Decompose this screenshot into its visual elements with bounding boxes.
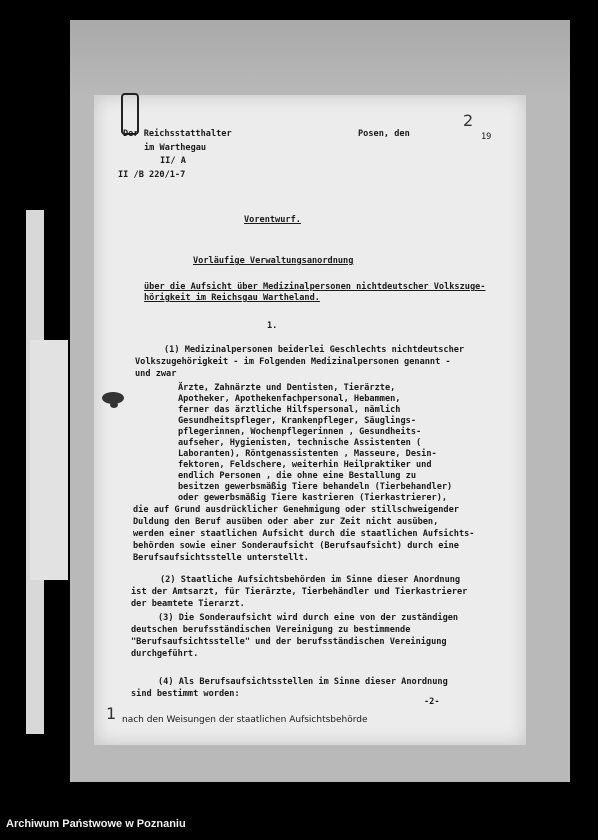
list-item: pflegerinnen, Wochenpflegerinnen , Gesundheits- [178, 427, 422, 437]
paragraph-line: der beamtete Tierarzt. [131, 599, 245, 609]
paragraph-line: werden einer staatlichen Aufsicht durch die staatlichen Aufsichts- [133, 529, 475, 539]
paragraph-line: Duldung den Beruf ausüben oder aber zur Zeit nicht ausüben, [133, 517, 439, 527]
paragraph-line: und zwar [135, 369, 177, 379]
list-item: ferner das ärztliche Hilfspersonal, nämlich [178, 405, 401, 415]
paragraph-line: (3) Die Sonderaufsicht wird durch eine von der zuständigen [158, 613, 459, 623]
list-item: Gesundheitspfleger, Krankenpfleger, Säuglings- [178, 416, 416, 426]
document-subject-line-2: hörigkeit im Reichsgau Wartheland. [144, 293, 320, 303]
document-subtitle: Vorläufige Verwaltungsanordnung [193, 256, 354, 266]
list-item: oder gewerbsmäßig Tiere kastrieren (Tierkastrierer), [178, 493, 448, 503]
document-title: Vorentwurf. [244, 215, 301, 225]
paragraph-line: (2) Staatliche Aufsichtsbehörden im Sinne dieser Anordnung [160, 575, 461, 585]
side-strip-fold [30, 340, 68, 580]
header-department: II/ A [160, 156, 186, 166]
archive-credit: Archiwum Państwowe w Poznaniu [6, 818, 186, 830]
paragraph-line: Volkszugehörigkeit - im Folgenden Medizinalpersonen genannt - [135, 357, 451, 367]
list-item: fektoren, Feldschere, weiterhin Heilpraktiker und [178, 460, 432, 470]
paragraph-line: Berufsaufsichtsstelle unterstellt. [133, 553, 309, 563]
header-reference: II /B 220/1-7 [118, 170, 186, 180]
paragraph-line: "Berufsaufsichtsstelle" und der berufsständischen Vereinigung [131, 637, 447, 647]
list-item: Apotheker, Apothekenfachpersonal, Hebammen, [178, 394, 401, 404]
paragraph-line: (4) Als Berufsaufsichtsstellen im Sinne dieser Anordnung [158, 677, 448, 687]
list-item: endlich Personen , die ohne eine Bestallung zu [178, 471, 416, 481]
list-item: Ärzte, Zahnärzte und Dentisten, Tierärzte, [178, 383, 396, 393]
document-subject-line-1: über die Aufsicht über Medizinalpersonen nichtdeutscher Volkszuge- [144, 282, 486, 292]
paragraph-line: durchgeführt. [131, 649, 199, 659]
ink-blot [110, 402, 118, 408]
header-year: 19 [481, 132, 492, 142]
list-item: besitzen gewerbsmäßig Tiere behandeln (Tierbehandler) [178, 482, 453, 492]
header-region: im Warthegau [144, 143, 207, 153]
paragraph-line: (1) Medizinalpersonen beiderlei Geschlechts nichtdeutscher [164, 345, 465, 355]
section-number: 1. [267, 321, 278, 331]
paragraph-line: sind bestimmt worden: [131, 689, 240, 699]
paragraph-line: die auf Grund ausdrücklicher Genehmigung oder stillschweigender [133, 505, 459, 515]
next-page-marker: -2- [424, 697, 440, 707]
paragraph-line: behörden sowie einer Sonderaufsicht (Berufsaufsicht) durch eine [133, 541, 459, 551]
handwritten-number: 1 [106, 704, 117, 723]
page-number-handwritten: 2 [463, 111, 474, 130]
list-item: Laboranten), Röntgenassistenten , Masseure, Desin- [178, 449, 437, 459]
paragraph-line: ist der Amtsarzt, für Tierärzte, Tierbehändler und Tierkastrierer [131, 587, 468, 597]
handwritten-note: nach den Weisungen der staatlichen Aufsichtsbehörde [122, 715, 368, 725]
list-item: aufseher, Hygienisten, technische Assistenten ( [178, 438, 422, 448]
paragraph-line: deutschen berufsständischen Vereinigung zu bestimmende [131, 625, 411, 635]
header-place-date: Posen, den [358, 129, 410, 139]
header-authority: Der Reichsstatthalter [123, 129, 232, 139]
